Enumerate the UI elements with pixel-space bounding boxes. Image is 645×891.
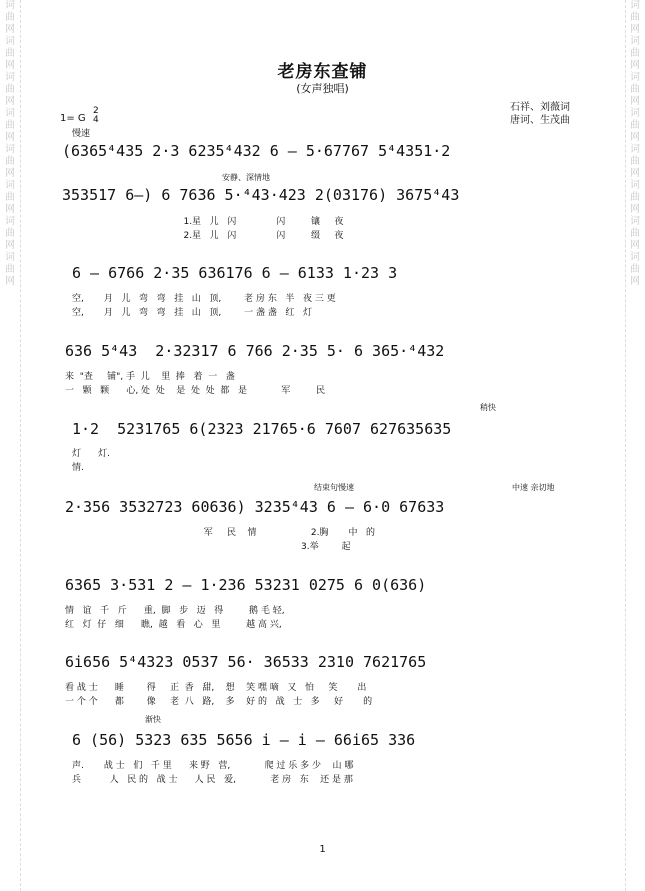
lyrics-row-2-verse-1: 1.星 儿 闪 闪 镶 夜: [152, 217, 344, 227]
right-watermark: 词曲网 词曲网 词曲网 词曲网 词曲网 词曲网 词曲网 词曲网: [630, 0, 644, 287]
notation-row-4: 636 5⁴43 2·32317 6 766 2·35 5· 6 365·⁴432: [65, 342, 445, 360]
lyrics-row-7-verse-2: 红 灯 仔 细 瞧, 越 看 心 里 越 高 兴,: [65, 620, 282, 630]
time-sig-top: 2: [93, 106, 99, 116]
lyrics-row-9-verse-2: 兵 人 民 的 战 士 人 民 爱, 老 房 东 还 是 那: [72, 775, 353, 785]
notation-row-3: 6 – 6766 2·35 636176 6 – 6133 1·23 3: [72, 264, 398, 282]
lyrics-row-8-verse-1: 看 战 士 睡 得 正 香 甜, 想 笑 嘿 嘀 又 怕 笑 出: [65, 683, 367, 693]
notation-row-2: 353517 6–) 6 7636 5·⁴43·423 2(03176) 3675⁴43: [62, 186, 460, 204]
lyrics-row-6-verse-1: 军 民 情 2.胸 中 的: [75, 528, 376, 538]
tempo-marking: 慢速: [72, 129, 91, 139]
lyrics-row-5-verse-1: 灯 灯.: [72, 449, 111, 459]
song-title: 老房东查铺: [277, 62, 368, 82]
lyrics-row-5-verse-2: 情.: [72, 463, 84, 473]
left-watermark: 词曲网 词曲网 词曲网 词曲网 词曲网 词曲网 词曲网 词曲网: [5, 0, 19, 287]
notation-row-5: 1·2 5231765 6(2323 21765·6 7607 627635635: [72, 420, 452, 438]
lyrics-row-3-verse-2: 空, 月 儿 弯 弯 挂 山 顶, 一 盏 盏 红 灯: [72, 308, 313, 318]
notation-row-6: 2·356 3532723 60636) 3235⁴43 6 – 6·0 67633: [65, 498, 445, 516]
expression-mark-row-2: 安静、深情地: [222, 173, 270, 182]
music-credit: 唐诃、生茂曲: [510, 115, 570, 126]
left-margin-line: [20, 0, 21, 891]
lyrics-row-8-verse-2: 一 个 个 都 像 老 八 路, 多 好 的 战 士 多 好 的: [65, 697, 373, 707]
tempo-mark-row-5: 稍快: [480, 403, 496, 412]
lyrics-row-6-verse-2: 3.举 起: [75, 542, 351, 552]
notation-row-9: 6 (56) 5323 635 5656 i – i – 66i65 336: [72, 731, 416, 749]
key-signature: 1= G: [60, 113, 86, 124]
lyrics-row-2-verse-2: 2.星 儿 闪 闪 缀 夜: [152, 231, 344, 241]
song-subtitle: (女声独唱): [296, 82, 349, 95]
right-margin-line: [625, 0, 626, 891]
lyrics-row-3-verse-1: 空, 月 儿 弯 弯 挂 山 顶, 老 房 东 半 夜 三 更: [72, 294, 336, 304]
tempo-mark-row-9: 渐快: [145, 715, 161, 724]
notation-row-8: 6i656 5⁴4323 0537 56· 36533 2310 7621765: [65, 653, 427, 671]
tempo-mark-row-6: 结束句慢速: [314, 483, 354, 492]
notation-row-7: 6365 3·531 2 – 1·236 53231 0275 6 0(636): [65, 576, 427, 594]
time-sig-bottom: 4: [93, 115, 99, 125]
tempo-mark-zhongsu: 中速 亲切地: [512, 483, 555, 492]
lyrics-row-9-verse-1: 声. 战 士 们 千 里 来 野 营, 爬 过 乐 多 少 山 哪: [72, 761, 354, 771]
lyrics-row-4-verse-1: 来 "查 铺", 手 儿 里 捧 着 一 盏: [65, 372, 235, 382]
page-number: 1: [319, 844, 326, 855]
lyrics-row-7-verse-1: 情 谊 千 斤 重, 脚 步 迈 得 鹅 毛 轻,: [65, 606, 285, 616]
lyrics-credit: 石祥、刘薇词: [510, 102, 570, 113]
notation-row-1: (6365⁴435 2·3 6235⁴432 6 – 5·67767 5⁴4351·2: [62, 142, 451, 160]
lyrics-row-4-verse-2: 一 颗 颗 心, 处 处 是 处 处 都 是 军 民: [65, 386, 326, 396]
